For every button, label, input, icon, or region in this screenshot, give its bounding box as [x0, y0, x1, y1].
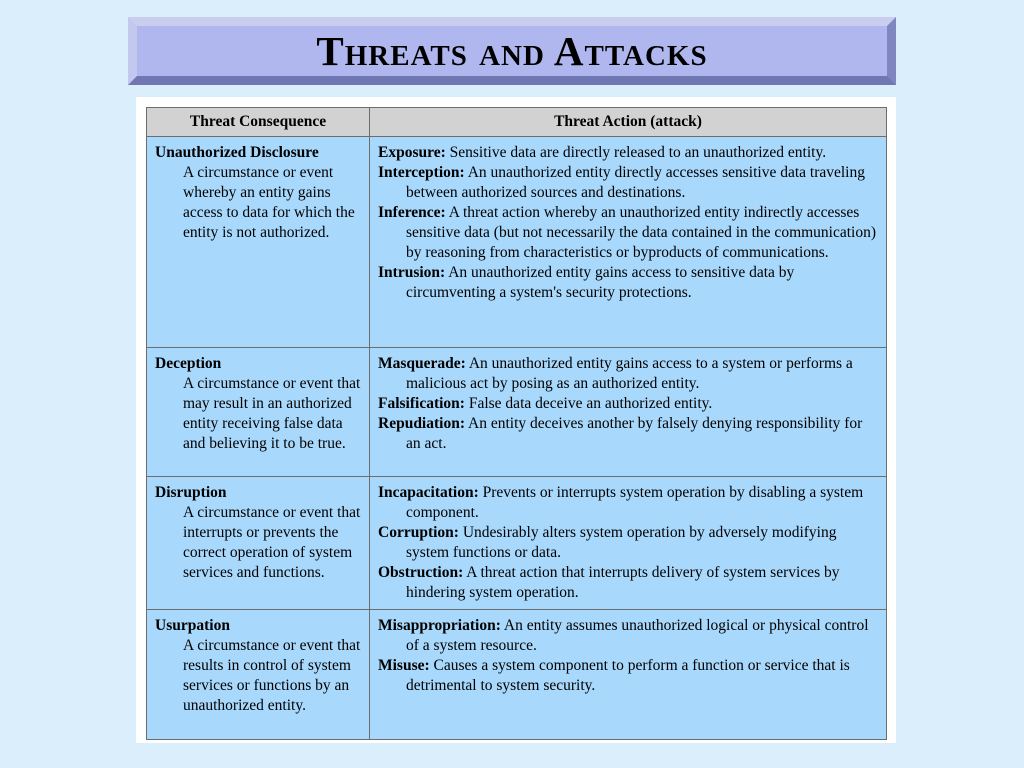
header-threat-consequence: Threat Consequence: [147, 108, 370, 137]
action-name: Misappropriation:: [378, 617, 501, 634]
table-panel: [136, 97, 896, 743]
header-threat-action: Threat Action (attack): [370, 108, 887, 137]
consequence-cell: [147, 348, 370, 477]
action-item: [378, 616, 879, 656]
consequence-name: Deception: [155, 355, 222, 372]
action-name: Misuse:: [378, 657, 430, 674]
action-text: Causes a system component to perform a function or service that is detrimental to system security.: [406, 657, 850, 694]
action-text: Undesirably alters system operation by adversely modifying system functions or data.: [406, 524, 837, 561]
action-item: [378, 143, 879, 163]
consequence-description: A circumstance or event that may result in an authorized entity receiving false data and believing it to be true.: [183, 375, 361, 452]
consequence-description: A circumstance or event that interrupts or prevents the correct operation of system services and functions.: [183, 504, 361, 581]
table-row: [147, 610, 887, 740]
consequence-description: A circumstance or event whereby an entity gains access to data for which the entity is not authorized.: [183, 164, 355, 241]
action-name: Obstruction:: [378, 564, 464, 581]
action-name: Falsification:: [378, 395, 465, 412]
action-item: [378, 354, 879, 394]
action-text: An entity deceives another by falsely denying responsibility for an act.: [406, 415, 863, 452]
action-name: Incapacitation:: [378, 484, 479, 501]
action-item: [378, 394, 879, 414]
table-row: [147, 348, 887, 477]
consequence-cell: [147, 137, 370, 348]
action-text: An unauthorized entity gains access to sensitive data by circumventing a system's security protections.: [406, 264, 795, 301]
action-item: [378, 263, 879, 303]
action-name: Inference:: [378, 204, 446, 221]
actions-cell: [370, 477, 887, 610]
action-text: False data deceive an authorized entity.: [468, 395, 713, 412]
slide-title: Threats and Attacks: [316, 27, 708, 74]
consequence-name: Disruption: [155, 484, 227, 501]
consequence-description: A circumstance or event that results in control of system services or functions by an unauthorized entity.: [183, 637, 361, 714]
table-row: [147, 477, 887, 610]
consequence-cell: [147, 477, 370, 610]
action-name: Repudiation:: [378, 415, 465, 432]
actions-cell: [370, 348, 887, 477]
table-header-row: [147, 108, 887, 137]
consequence-cell: [147, 610, 370, 740]
action-name: Masquerade:: [378, 355, 466, 372]
threats-table: [146, 107, 887, 740]
action-item: [378, 656, 879, 696]
action-text: An entity assumes unauthorized logical or physical control of a system resource.: [406, 617, 869, 654]
action-item: [378, 523, 879, 563]
action-text: A threat action whereby an unauthorized entity indirectly accesses sensitive data (but not necessarily the data contained in the communication) by reasoning from characteristics or byproducts of communications.: [406, 204, 877, 261]
actions-cell: [370, 137, 887, 348]
action-item: [378, 414, 879, 454]
action-text: Prevents or interrupts system operation by disabling a system component.: [406, 484, 864, 521]
action-name: Interception:: [378, 164, 465, 181]
action-item: [378, 483, 879, 523]
action-name: Intrusion:: [378, 264, 446, 281]
table-row: [147, 137, 887, 348]
action-item: [378, 203, 879, 263]
consequence-name: Unauthorized Disclosure: [155, 144, 319, 161]
action-text: Sensitive data are directly released to an unauthorized entity.: [449, 144, 827, 161]
action-item: [378, 563, 879, 603]
action-text: An unauthorized entity directly accesses sensitive data traveling between authorized sources and destinations.: [406, 164, 865, 201]
action-text: A threat action that interrupts delivery of system services by hindering system operation.: [406, 564, 840, 601]
action-text: An unauthorized entity gains access to a system or performs a malicious act by posing as an authorized entity.: [406, 355, 853, 392]
action-item: [378, 163, 879, 203]
consequence-name: Usurpation: [155, 617, 230, 634]
action-name: Corruption:: [378, 524, 459, 541]
title-banner: [128, 17, 896, 85]
actions-cell: [370, 610, 887, 740]
action-name: Exposure:: [378, 144, 446, 161]
